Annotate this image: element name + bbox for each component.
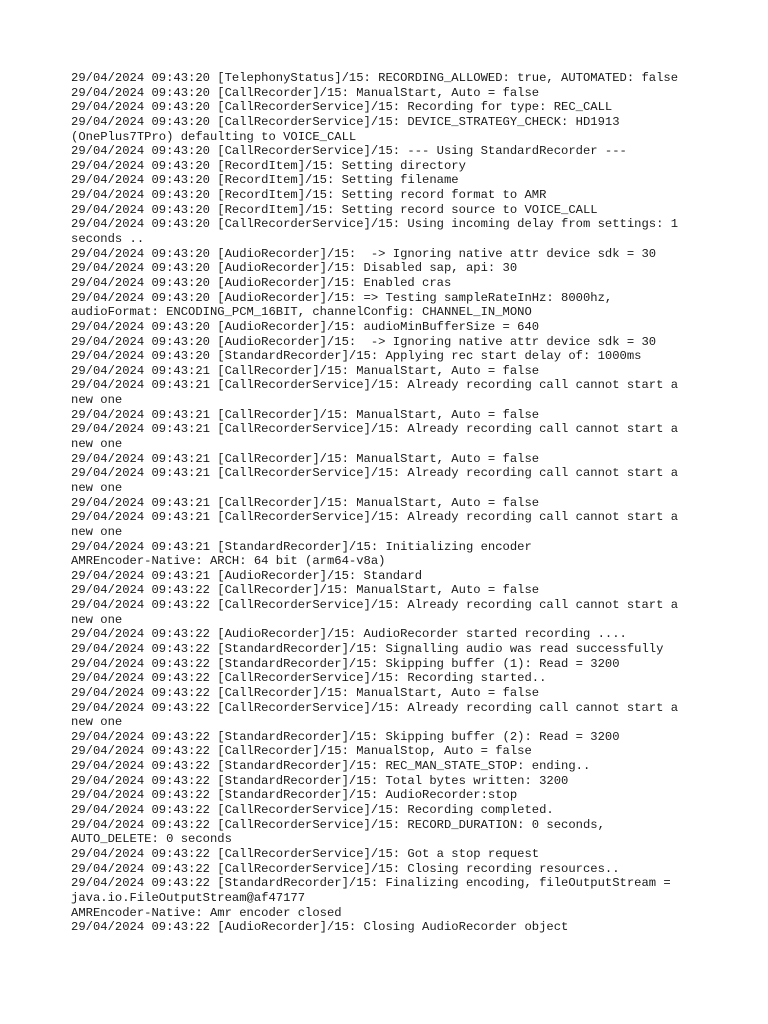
log-line: 29/04/2024 09:43:22 [CallRecorderService]/15: Recording started.. bbox=[71, 671, 547, 686]
log-line: 29/04/2024 09:43:21 [StandardRecorder]/15: Initializing encoder bbox=[71, 539, 532, 554]
log-line: 29/04/2024 09:43:21 [CallRecorder]/15: ManualStart, Auto = false bbox=[71, 451, 540, 466]
log-line: (OnePlus7TPro) defaulting to VOICE_CALL bbox=[71, 129, 357, 144]
log-line: 29/04/2024 09:43:21 [CallRecorder]/15: ManualStart, Auto = false bbox=[71, 407, 540, 422]
log-line: 29/04/2024 09:43:21 [CallRecorderService]/15: Already recording call cannot start a bbox=[71, 378, 679, 393]
log-line: 29/04/2024 09:43:20 [AudioRecorder]/15: Enabled cras bbox=[71, 275, 452, 290]
log-line: 29/04/2024 09:43:22 [AudioRecorder]/15: Closing AudioRecorder object bbox=[71, 920, 569, 935]
log-line: 29/04/2024 09:43:21 [CallRecorder]/15: ManualStart, Auto = false bbox=[71, 363, 540, 378]
log-line: 29/04/2024 09:43:20 [RecordItem]/15: Setting filename bbox=[71, 173, 459, 188]
log-line: 29/04/2024 09:43:21 [CallRecorderService]/15: Already recording call cannot start a bbox=[71, 422, 679, 437]
log-line: AMREncoder-Native: Amr encoder closed bbox=[71, 905, 342, 920]
log-line: 29/04/2024 09:43:22 [StandardRecorder]/15: Finalizing encoding, fileOutputStream = bbox=[71, 876, 671, 891]
log-line: seconds .. bbox=[71, 232, 145, 247]
log-line: 29/04/2024 09:43:20 [CallRecorderService]/15: DEVICE_STRATEGY_CHECK: HD1913 bbox=[71, 114, 620, 129]
log-line: 29/04/2024 09:43:22 [CallRecorderService]/15: Recording completed. bbox=[71, 803, 554, 818]
log-line: 29/04/2024 09:43:22 [CallRecorderService]/15: Closing recording resources.. bbox=[71, 861, 620, 876]
log-line: new one bbox=[71, 480, 123, 495]
log-line: 29/04/2024 09:43:21 [CallRecorderService]/15: Already recording call cannot start a bbox=[71, 510, 679, 525]
log-line: java.io.FileOutputStream@af47177 bbox=[71, 890, 306, 905]
log-line: 29/04/2024 09:43:20 [RecordItem]/15: Setting directory bbox=[71, 158, 466, 173]
log-line: 29/04/2024 09:43:20 [AudioRecorder]/15: audioMinBufferSize = 640 bbox=[71, 319, 540, 334]
log-line: audioFormat: ENCODING_PCM_16BIT, channelConfig: CHANNEL_IN_MONO bbox=[71, 305, 532, 320]
log-line: 29/04/2024 09:43:22 [CallRecorderService]/15: Got a stop request bbox=[71, 846, 540, 861]
log-line: 29/04/2024 09:43:22 [CallRecorderService]/15: Already recording call cannot start a bbox=[71, 700, 679, 715]
log-line: 29/04/2024 09:43:22 [CallRecorder]/15: ManualStart, Auto = false bbox=[71, 583, 540, 598]
log-line: 29/04/2024 09:43:22 [CallRecorder]/15: ManualStop, Auto = false bbox=[71, 744, 532, 759]
log-line: new one bbox=[71, 715, 123, 730]
log-line: 29/04/2024 09:43:22 [StandardRecorder]/15: AudioRecorder:stop bbox=[71, 788, 518, 803]
log-line: 29/04/2024 09:43:22 [StandardRecorder]/15: Total bytes written: 3200 bbox=[71, 773, 569, 788]
log-line: 29/04/2024 09:43:20 [AudioRecorder]/15: => Testing sampleRateInHz: 8000hz, bbox=[71, 290, 613, 305]
log-line: 29/04/2024 09:43:20 [AudioRecorder]/15: -> Ignoring native attr device sdk = 30 bbox=[71, 334, 657, 349]
log-line: 29/04/2024 09:43:20 [RecordItem]/15: Setting record source to VOICE_CALL bbox=[71, 202, 598, 217]
log-line: 29/04/2024 09:43:21 [AudioRecorder]/15: Standard bbox=[71, 568, 423, 583]
log-line: 29/04/2024 09:43:20 [RecordItem]/15: Setting record format to AMR bbox=[71, 188, 547, 203]
log-line: 29/04/2024 09:43:22 [StandardRecorder]/15: Signalling audio was read successfully bbox=[71, 641, 664, 656]
log-line: 29/04/2024 09:43:22 [CallRecorder]/15: ManualStart, Auto = false bbox=[71, 685, 540, 700]
log-text-block bbox=[71, 71, 711, 935]
log-line: 29/04/2024 09:43:21 [CallRecorderService]/15: Already recording call cannot start a bbox=[71, 466, 679, 481]
log-line: 29/04/2024 09:43:22 [CallRecorderService]/15: Already recording call cannot start a bbox=[71, 598, 679, 613]
log-line: 29/04/2024 09:43:20 [AudioRecorder]/15: Disabled sap, api: 30 bbox=[71, 261, 518, 276]
log-line: AUTO_DELETE: 0 seconds bbox=[71, 832, 232, 847]
log-line: 29/04/2024 09:43:20 [TelephonyStatus]/15: RECORDING_ALLOWED: true, AUTOMATED: false bbox=[71, 71, 679, 85]
log-line: 29/04/2024 09:43:22 [CallRecorderService]/15: RECORD_DURATION: 0 seconds, bbox=[71, 817, 605, 832]
log-line: 29/04/2024 09:43:22 [StandardRecorder]/15: Skipping buffer (1): Read = 3200 bbox=[71, 656, 620, 671]
log-line: 29/04/2024 09:43:22 [AudioRecorder]/15: AudioRecorder started recording .... bbox=[71, 627, 627, 642]
log-line: new one bbox=[71, 393, 123, 408]
log-line: new one bbox=[71, 524, 123, 539]
log-line: 29/04/2024 09:43:20 [StandardRecorder]/15: Applying rec start delay of: 1000ms bbox=[71, 349, 642, 364]
log-line: 29/04/2024 09:43:20 [CallRecorder]/15: ManualStart, Auto = false bbox=[71, 85, 540, 100]
log-line: AMREncoder-Native: ARCH: 64 bit (arm64-v8a) bbox=[71, 554, 386, 569]
log-line: 29/04/2024 09:43:20 [CallRecorderService]/15: Recording for type: REC_CALL bbox=[71, 100, 613, 115]
log-line: 29/04/2024 09:43:21 [CallRecorder]/15: ManualStart, Auto = false bbox=[71, 495, 540, 510]
log-line: 29/04/2024 09:43:20 [CallRecorderService]/15: Using incoming delay from settings: 1 bbox=[71, 217, 679, 232]
log-line: 29/04/2024 09:43:22 [StandardRecorder]/15: REC_MAN_STATE_STOP: ending.. bbox=[71, 759, 591, 774]
log-line: new one bbox=[71, 612, 123, 627]
log-line: new one bbox=[71, 437, 123, 452]
log-line: 29/04/2024 09:43:20 [CallRecorderService]/15: --- Using StandardRecorder --- bbox=[71, 144, 627, 159]
log-line: 29/04/2024 09:43:20 [AudioRecorder]/15: -> Ignoring native attr device sdk = 30 bbox=[71, 246, 657, 261]
log-line: 29/04/2024 09:43:22 [StandardRecorder]/15: Skipping buffer (2): Read = 3200 bbox=[71, 729, 620, 744]
